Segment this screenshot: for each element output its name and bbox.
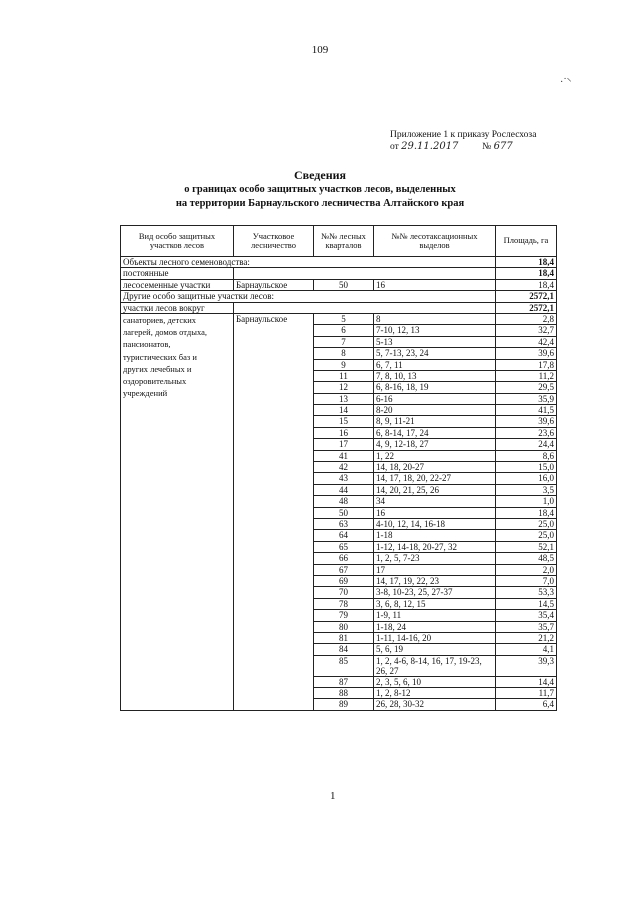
allotments-cell: 1-18 (374, 530, 496, 541)
area-cell: 29,5 (496, 382, 557, 393)
quarter-cell: 66 (314, 553, 374, 564)
quarter-cell: 64 (314, 530, 374, 541)
area-cell: 14,5 (496, 598, 557, 609)
allotments-cell: 1-18, 24 (374, 621, 496, 632)
allotments-cell: 8-20 (374, 405, 496, 416)
quarter-cell: 13 (314, 393, 374, 404)
allotments-cell: 7-10, 12, 13 (374, 325, 496, 336)
allotments-cell: 14, 20, 21, 25, 26 (374, 484, 496, 495)
quarter-cell: 11 (314, 370, 374, 381)
summary-area: 18,4 (496, 279, 557, 290)
area-cell: 53,3 (496, 587, 557, 598)
quarter-cell: 79 (314, 610, 374, 621)
allotments-cell: 17 (374, 564, 496, 575)
category-line: пансионатов, (123, 339, 171, 350)
allotments-cell: 1, 22 (374, 450, 496, 461)
quarter-cell: 50 (314, 507, 374, 518)
allotments-cell: 3-8, 10-23, 25, 27-37 (374, 587, 496, 598)
quarter-cell: 89 (314, 699, 374, 710)
allotments-cell: 6-16 (374, 393, 496, 404)
area-cell: 32,7 (496, 325, 557, 336)
quarter-cell: 85 (314, 655, 374, 676)
allotments-cell: 6, 8-14, 17, 24 (374, 427, 496, 438)
allotments-cell: 1, 2, 5, 7-23 (374, 553, 496, 564)
category-line: лагерей, домов отдыха, (123, 327, 207, 338)
page-number: 109 (311, 44, 329, 56)
title-line-1: Сведения (293, 168, 347, 182)
page-footer-mark: 1 (330, 790, 336, 802)
quarter-cell: 14 (314, 405, 374, 416)
table-header-row (121, 226, 557, 257)
allotments-cell: 5, 6, 19 (374, 644, 496, 655)
quarter-cell: 88 (314, 688, 374, 699)
allotments-cell: 1, 2, 4-6, 8-14, 16, 17, 19-23, 26, 27 (374, 655, 496, 676)
category-cell (121, 313, 234, 710)
header-quarters: №№ лесных кварталов (314, 226, 374, 257)
quarter-cell: 78 (314, 598, 374, 609)
area-cell: 1,0 (496, 496, 557, 507)
quarter-cell: 41 (314, 450, 374, 461)
area-cell: 21,2 (496, 632, 557, 643)
area-cell: 2,8 (496, 313, 557, 324)
summary-label: Другие особо защитные участки лесов: (121, 291, 496, 302)
area-cell: 39,3 (496, 655, 557, 676)
quarter-cell: 70 (314, 587, 374, 598)
allotments-cell: 8 (374, 313, 496, 324)
area-cell: 16,0 (496, 473, 557, 484)
area-cell: 18,4 (496, 507, 557, 518)
quarter-cell: 48 (314, 496, 374, 507)
area-cell: 4,1 (496, 644, 557, 655)
quarter-cell: 5 (314, 313, 374, 324)
quarter-cell: 43 (314, 473, 374, 484)
quarter-cell: 6 (314, 325, 374, 336)
quarter-cell: 63 (314, 518, 374, 529)
handwritten-number: 677 (493, 141, 513, 152)
allotments-cell: 1, 2, 8-12 (374, 688, 496, 699)
quarter-cell: 65 (314, 541, 374, 552)
category-line: санаториев, детских (123, 314, 197, 325)
title-line-3: на территории Барнаульского лесничества Алтайского края (175, 198, 465, 209)
document-title (0, 168, 640, 211)
header-district: Участковое лесничество (234, 226, 314, 257)
quarter-cell: 69 (314, 575, 374, 586)
summary-area: 2572,1 (496, 291, 557, 302)
area-cell: 15,0 (496, 462, 557, 473)
summary-label: постоянные (121, 268, 234, 279)
summary-area: 18,4 (496, 268, 557, 279)
allotments-cell: 34 (374, 496, 496, 507)
area-cell: 24,4 (496, 439, 557, 450)
allotments-cell: 5, 7-13, 23, 24 (374, 348, 496, 359)
category-line: других лечебных и (123, 363, 192, 374)
quarter-cell: 84 (314, 644, 374, 655)
quarter-cell: 15 (314, 416, 374, 427)
allotments-cell: 14, 18, 20-27 (374, 462, 496, 473)
area-cell: 41,5 (496, 405, 557, 416)
area-cell: 42,4 (496, 336, 557, 347)
area-cell: 17,8 (496, 359, 557, 370)
area-cell: 39,6 (496, 348, 557, 359)
quarter-cell: 7 (314, 336, 374, 347)
area-cell: 23,6 (496, 427, 557, 438)
title-line-2: о границах особо защитных участков лесов, выделенных (184, 184, 456, 195)
summary-allotments: 16 (374, 279, 496, 290)
quarter-cell: 67 (314, 564, 374, 575)
quarter-cell: 81 (314, 632, 374, 643)
area-cell: 11,7 (496, 688, 557, 699)
quarter-cell: 8 (314, 348, 374, 359)
summary-area: 18,4 (496, 257, 557, 268)
quarter-cell: 44 (314, 484, 374, 495)
area-cell: 25,0 (496, 518, 557, 529)
allotments-cell: 6, 7, 11 (374, 359, 496, 370)
allotments-cell: 14, 17, 19, 22, 23 (374, 575, 496, 586)
handwritten-date: 29.11.2017 (401, 141, 459, 152)
allotments-cell: 6, 8-16, 18, 19 (374, 382, 496, 393)
summary-label: Объекты лесного семеноводства: (121, 257, 496, 268)
category-line: учреждений (123, 388, 168, 399)
summary-label: лесосеменные участки (121, 279, 234, 290)
area-cell: 3,5 (496, 484, 557, 495)
summary-row (121, 257, 557, 268)
quarter-cell: 17 (314, 439, 374, 450)
allotments-cell: 7, 8, 10, 13 (374, 370, 496, 381)
allotments-cell: 1-12, 14-18, 20-27, 32 (374, 541, 496, 552)
summary-label: участки лесов вокруг (121, 302, 234, 313)
category-line: туристических баз и (123, 351, 197, 362)
summary-quarter: 50 (314, 279, 374, 290)
allotments-cell: 16 (374, 507, 496, 518)
summary-row (121, 291, 557, 302)
table-row (121, 313, 557, 324)
quarter-cell: 80 (314, 621, 374, 632)
appendix-line: Приложение 1 к приказу Рослесхоза (390, 130, 537, 140)
quarter-cell: 16 (314, 427, 374, 438)
area-cell: 11,2 (496, 370, 557, 381)
area-cell: 8,6 (496, 450, 557, 461)
header-type: Вид особо защитных участков лесов (121, 226, 234, 257)
area-cell: 7,0 (496, 575, 557, 586)
allotments-cell: 26, 28, 30-32 (374, 699, 496, 710)
area-cell: 25,0 (496, 530, 557, 541)
quarter-cell: 12 (314, 382, 374, 393)
summary-district: Барнаульское (234, 279, 314, 290)
appendix-date-line (390, 141, 536, 153)
allotments-cell: 4, 9, 12-18, 27 (374, 439, 496, 450)
from-label: от (390, 142, 399, 152)
quarter-cell: 87 (314, 676, 374, 687)
summary-row (121, 268, 557, 279)
area-cell: 39,6 (496, 416, 557, 427)
summary-area: 2572,1 (496, 302, 557, 313)
quarter-cell: 42 (314, 462, 374, 473)
margin-mark: ·˙⸌ (560, 77, 572, 88)
category-line: оздоровительных (123, 375, 187, 386)
allotments-cell: 5-13 (374, 336, 496, 347)
area-cell: 35,9 (496, 393, 557, 404)
quarter-cell: 9 (314, 359, 374, 370)
header-allotments: №№ лесотаксационных выделов (374, 226, 496, 257)
allotments-cell: 8, 9, 11-21 (374, 416, 496, 427)
allotments-cell: 1-9, 11 (374, 610, 496, 621)
area-cell: 48,5 (496, 553, 557, 564)
allotments-cell: 2, 3, 5, 6, 10 (374, 676, 496, 687)
area-cell: 14,4 (496, 676, 557, 687)
allotments-cell: 1-11, 14-16, 20 (374, 632, 496, 643)
number-label: № (482, 142, 492, 152)
allotments-cell: 4-10, 12, 14, 16-18 (374, 518, 496, 529)
area-cell: 2,0 (496, 564, 557, 575)
area-cell: 35,4 (496, 610, 557, 621)
district-cell: Барнаульское (234, 313, 314, 710)
summary-row (121, 279, 557, 290)
allotments-cell: 3, 6, 8, 12, 15 (374, 598, 496, 609)
area-cell: 52,1 (496, 541, 557, 552)
header-area: Площадь, га (496, 226, 557, 257)
protective-areas-table (120, 225, 557, 711)
area-cell: 6,4 (496, 699, 557, 710)
allotments-cell: 14, 17, 18, 20, 22-27 (374, 473, 496, 484)
area-cell: 35,7 (496, 621, 557, 632)
summary-row (121, 302, 557, 313)
appendix-header (390, 130, 536, 153)
